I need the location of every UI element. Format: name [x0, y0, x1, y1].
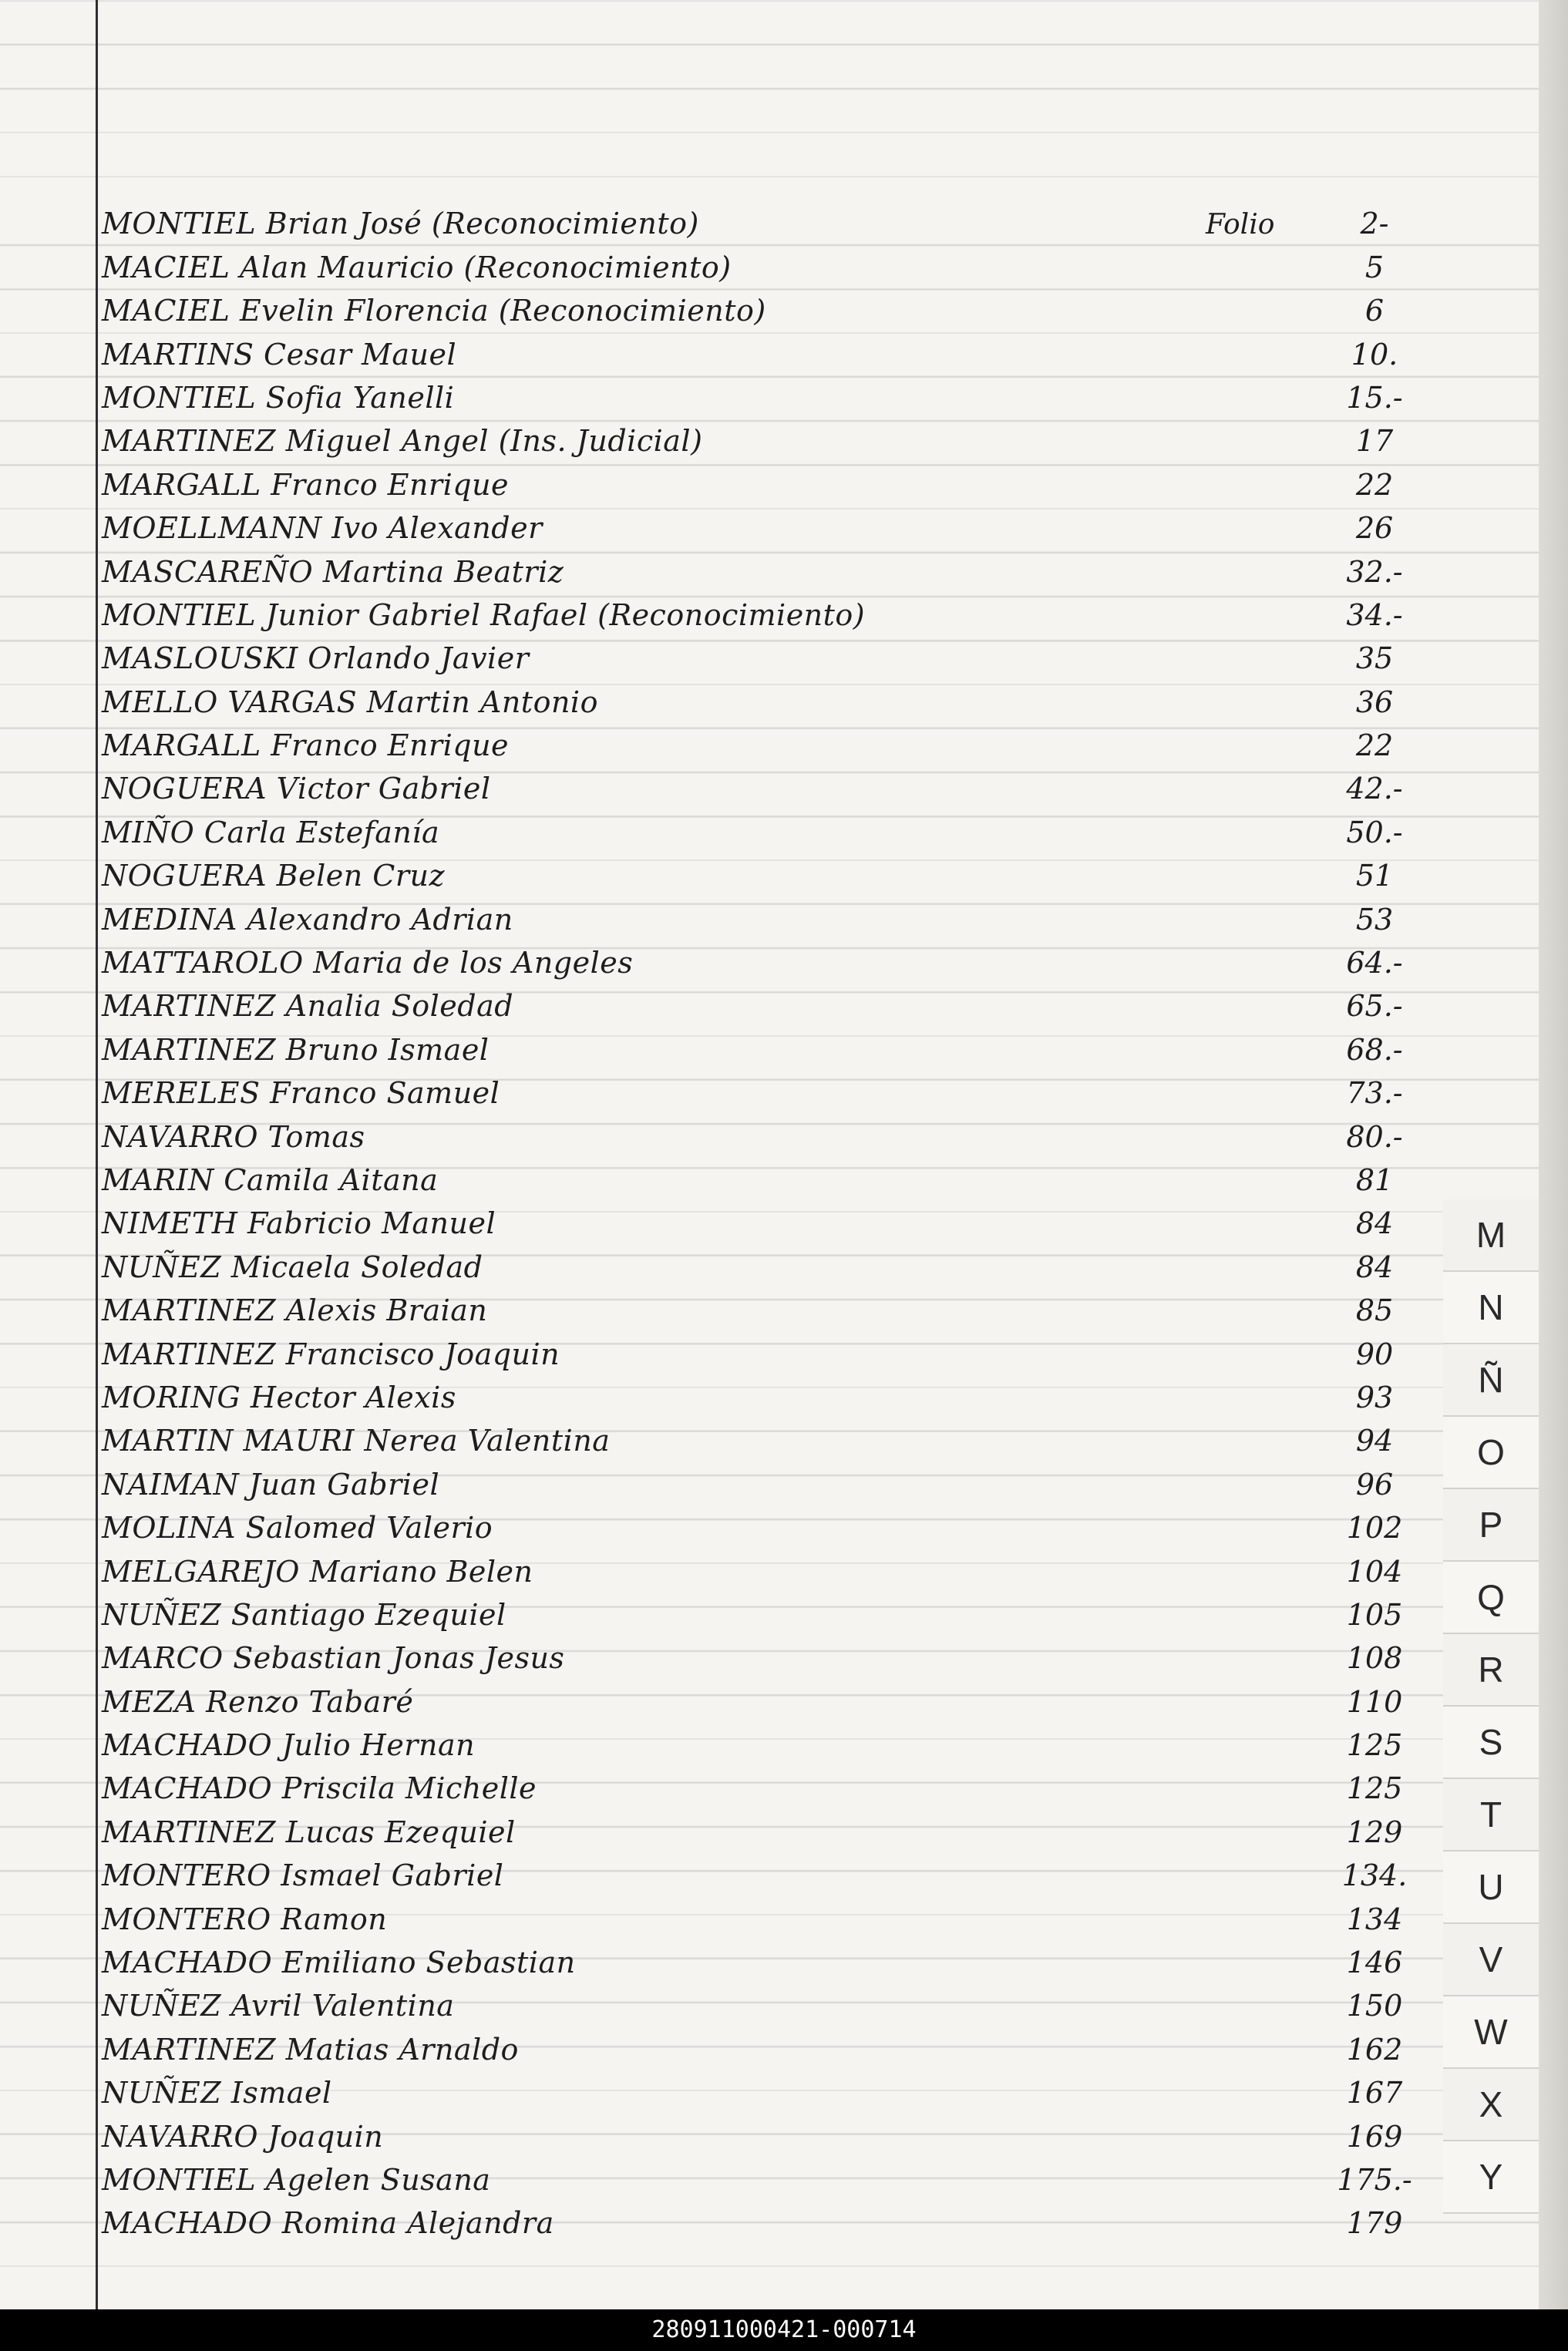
entry-name: MELLO VARGAS Martin Antonio: [102, 684, 598, 719]
entry-folio: 51: [1355, 859, 1394, 893]
entry-name: NOGUERA Belen Cruz: [102, 859, 445, 893]
entry-folio: 94: [1355, 1424, 1394, 1458]
entry-folio: 134: [1346, 1902, 1403, 1936]
index-tab[interactable]: Ñ: [1443, 1344, 1539, 1417]
ledger-row: [99, 245, 1425, 288]
entry-name: MARTINEZ Matias Arnaldo: [102, 2032, 519, 2067]
entry-name: MONTIEL Brian José (Reconocimiento): [102, 207, 699, 241]
page-edge: [1539, 0, 1568, 2309]
entry-folio: 110: [1346, 1684, 1403, 1719]
entry-folio: 65.-: [1346, 989, 1403, 1024]
entry-folio: 68.-: [1346, 1032, 1403, 1067]
entry-name: MOLINA Salomed Valerio: [102, 1511, 493, 1545]
entry-name: MARGALL Franco Enrique: [102, 728, 510, 763]
index-tab[interactable]: M: [1443, 1199, 1539, 1272]
entry-name: NOGUERA Victor Gabriel: [102, 772, 491, 806]
entry-name: MARTIN MAURI Nerea Valentina: [102, 1424, 611, 1458]
index-tab[interactable]: W: [1443, 1996, 1539, 2069]
ledger-row: [99, 637, 1425, 680]
ledger-row: [99, 680, 1425, 723]
ledger-row: [99, 1854, 1425, 1897]
ledger-row: [99, 1680, 1425, 1723]
entry-folio: 90: [1355, 1337, 1394, 1371]
ledger-row: [99, 1984, 1425, 2027]
entry-name: NUÑEZ Micaela Soledad: [102, 1249, 483, 1284]
entries-list: [99, 202, 1425, 2245]
entry-name: MACHADO Julio Hernan: [102, 1728, 476, 1763]
entry-name: MARGALL Franco Enrique: [102, 467, 510, 502]
entry-folio: 22: [1355, 728, 1394, 763]
entry-folio: 102: [1346, 1511, 1403, 1545]
index-tab[interactable]: N: [1443, 1272, 1539, 1344]
entry-name: MERELES Franco Samuel: [102, 1076, 500, 1111]
entry-name: MEZA Renzo Tabaré: [102, 1684, 414, 1719]
entry-folio: 15.-: [1346, 380, 1403, 415]
entry-folio: 84: [1355, 1249, 1394, 1284]
entry-folio: 32.-: [1346, 554, 1403, 589]
entry-folio: 93: [1355, 1380, 1394, 1414]
ledger-row: [99, 1810, 1425, 1853]
entry-folio: 105: [1346, 1597, 1403, 1632]
entry-name: MASLOUSKI Orlando Javier: [102, 641, 530, 676]
entry-folio: 134.: [1341, 1858, 1408, 1893]
margin-line: [96, 0, 98, 2309]
ledger-row: [99, 376, 1425, 419]
entry-name: NAVARRO Joaquin: [102, 2119, 384, 2154]
entry-name: NIMETH Fabricio Manuel: [102, 1206, 496, 1241]
index-tab[interactable]: R: [1443, 1634, 1539, 1707]
entry-folio: 50.-: [1346, 815, 1403, 849]
entry-name: MOELLMANN Ivo Alexander: [102, 511, 543, 546]
entry-folio: 73.-: [1346, 1076, 1403, 1111]
ledger-row: [99, 1941, 1425, 1984]
ledger-row: [99, 289, 1425, 332]
ledger-row: [99, 897, 1425, 940]
ledger-row: [99, 1549, 1425, 1593]
entry-folio: 36: [1355, 684, 1394, 719]
entry-folio: 85: [1355, 1293, 1394, 1328]
entry-folio: 64.-: [1346, 946, 1403, 980]
entry-folio: 169: [1346, 2119, 1403, 2154]
entry-name: MARTINEZ Analia Soledad: [102, 989, 514, 1024]
ledger-row: [99, 1724, 1425, 1767]
ledger-row: [99, 1202, 1425, 1245]
entry-folio: 84: [1355, 1206, 1394, 1241]
index-tab[interactable]: Q: [1443, 1562, 1539, 1634]
entry-name: NAVARRO Tomas: [102, 1119, 365, 1154]
entry-name: MACIEL Evelin Florencia (Reconocimiento): [102, 294, 766, 328]
entry-name: MARTINEZ Francisco Joaquin: [102, 1337, 560, 1371]
entry-folio: 53: [1355, 902, 1394, 937]
entry-name: MARTINEZ Lucas Ezequiel: [102, 1815, 516, 1849]
entry-name: MATTAROLO Maria de los Angeles: [102, 946, 634, 980]
ledger-row: [99, 1593, 1425, 1636]
ledger-row: [99, 2027, 1425, 2070]
entry-name: MORING Hector Alexis: [102, 1380, 456, 1414]
entry-folio: 179: [1346, 2206, 1403, 2241]
entry-folio: 22: [1355, 467, 1394, 502]
entry-folio: 80.-: [1346, 1119, 1403, 1154]
ledger-row: [99, 1897, 1425, 1940]
ledger-row: [99, 1506, 1425, 1549]
entry-folio: 10.: [1351, 337, 1398, 372]
entry-name: MONTIEL Junior Gabriel Rafael (Reconocimiento): [102, 597, 866, 632]
ledger-row: [99, 1115, 1425, 1158]
entry-name: MACHADO Emiliano Sebastian: [102, 1946, 576, 1980]
ledger-row: [99, 984, 1425, 1028]
entry-folio: 167: [1346, 2076, 1403, 2111]
entry-folio: 34.-: [1346, 597, 1403, 632]
entry-folio: 6: [1364, 294, 1385, 328]
index-tab[interactable]: S: [1443, 1707, 1539, 1779]
ledger-row: [99, 1462, 1425, 1505]
footer-id: 280911000421-000714: [0, 2309, 1568, 2351]
entry-name: NAIMAN Juan Gabriel: [102, 1467, 440, 1502]
entry-name: MONTIEL Sofia Yanelli: [102, 380, 455, 415]
ledger-row: [99, 1071, 1425, 1115]
ledger-row: [99, 332, 1425, 375]
ledger-row: [99, 724, 1425, 767]
entry-name: NUÑEZ Ismael: [102, 2076, 332, 2111]
ledger-row: [99, 854, 1425, 897]
entry-name: MARTINEZ Bruno Ismael: [102, 1032, 490, 1067]
entry-name: MARTINS Cesar Mauel: [102, 337, 457, 372]
entry-name: MARTINEZ Miguel Angel (Ins. Judicial): [102, 424, 703, 459]
ledger-row: [99, 202, 1425, 245]
entry-name: MACHADO Priscila Michelle: [102, 1771, 537, 1806]
entry-folio: 2-: [1360, 207, 1389, 241]
ledger-row: [99, 550, 1425, 593]
entry-name: MONTIEL Agelen Susana: [102, 2162, 491, 2197]
ledger-row: [99, 2201, 1425, 2245]
ledger-row: [99, 506, 1425, 550]
entry-folio: 108: [1346, 1641, 1403, 1676]
entry-folio: 175.-: [1337, 2162, 1412, 2197]
ledger-row: [99, 462, 1425, 506]
ledger-row: [99, 1159, 1425, 1202]
ledger-row: [99, 1289, 1425, 1332]
ledger-row: [99, 1767, 1425, 1810]
entry-folio: 129: [1346, 1815, 1403, 1849]
entry-folio: 146: [1346, 1946, 1403, 1980]
index-tab[interactable]: X: [1443, 2069, 1539, 2141]
ledger-row: [99, 2071, 1425, 2114]
folio-label: Folio: [1206, 209, 1275, 241]
entry-folio: 162: [1346, 2032, 1403, 2067]
entry-folio: 42.-: [1346, 772, 1403, 806]
entry-folio: 125: [1346, 1771, 1403, 1806]
ledger-row: [99, 1419, 1425, 1462]
entry-folio: 150: [1346, 1989, 1403, 2023]
entry-name: MEDINA Alexandro Adrian: [102, 902, 513, 937]
entry-name: NUÑEZ Santiago Ezequiel: [102, 1597, 506, 1632]
entry-folio: 17: [1355, 424, 1394, 459]
entry-folio: 104: [1346, 1554, 1403, 1589]
index-tab[interactable]: Y: [1443, 2141, 1539, 2214]
ledger-row: [99, 941, 1425, 984]
entry-folio: 35: [1355, 641, 1394, 676]
entry-folio: 125: [1346, 1728, 1403, 1763]
ledger-row: [99, 1376, 1425, 1419]
ledger-row: [99, 1028, 1425, 1071]
entry-folio: 5: [1364, 250, 1385, 284]
ledger-row: [99, 810, 1425, 853]
ledger-row: [99, 1332, 1425, 1375]
entry-name: MARCO Sebastian Jonas Jesus: [102, 1641, 565, 1676]
entry-name: MARTINEZ Alexis Braian: [102, 1293, 488, 1328]
ledger-row: [99, 594, 1425, 637]
ledger-row: [99, 1636, 1425, 1680]
entry-name: MASCAREÑO Martina Beatriz: [102, 554, 564, 589]
entry-name: MONTERO Ismael Gabriel: [102, 1858, 504, 1893]
index-tab[interactable]: U: [1443, 1852, 1539, 1924]
ledger-row: [99, 767, 1425, 810]
entry-name: MACHADO Romina Alejandra: [102, 2206, 554, 2241]
index-tab[interactable]: O: [1443, 1417, 1539, 1489]
index-tab[interactable]: T: [1443, 1779, 1539, 1852]
ledger-row: [99, 1245, 1425, 1288]
entry-name: NUÑEZ Avril Valentina: [102, 1989, 455, 2023]
entry-name: MELGAREJO Mariano Belen: [102, 1554, 533, 1589]
entry-name: MIÑO Carla Estefanía: [102, 815, 440, 849]
entry-folio: 96: [1355, 1467, 1394, 1502]
entry-folio: 26: [1355, 511, 1394, 546]
index-tab[interactable]: P: [1443, 1489, 1539, 1562]
entry-name: MONTERO Ramon: [102, 1902, 388, 1936]
ledger-row: [99, 2158, 1425, 2201]
entry-folio: 81: [1355, 1162, 1394, 1197]
ledger-row: [99, 419, 1425, 462]
ledger-row: [99, 2114, 1425, 2158]
index-tab[interactable]: V: [1443, 1924, 1539, 1996]
entry-name: MACIEL Alan Mauricio (Reconocimiento): [102, 250, 732, 284]
entry-name: MARIN Camila Aitana: [102, 1162, 439, 1197]
alphabet-index-tabs: [1443, 1199, 1539, 2214]
